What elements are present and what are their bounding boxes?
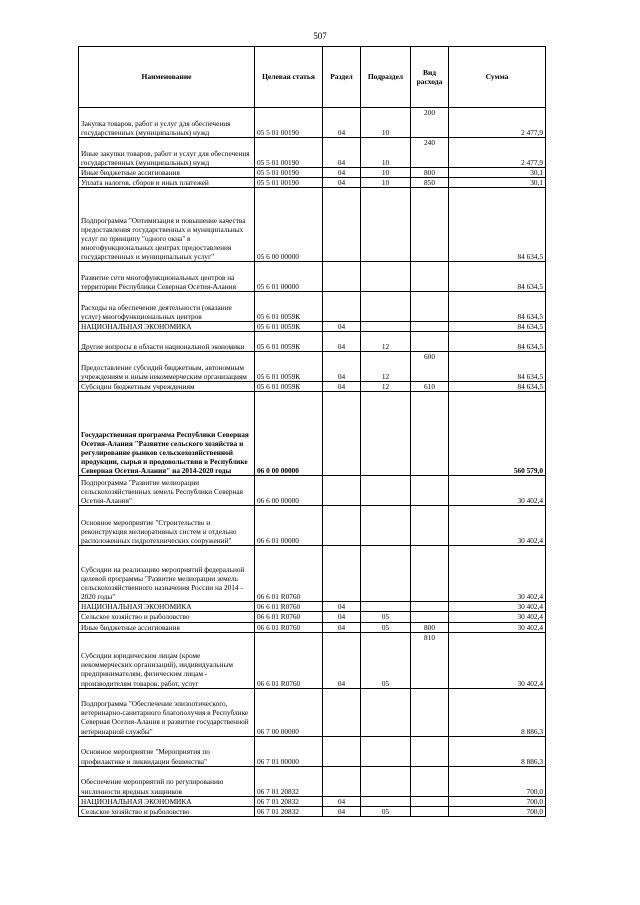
row-sum: 84 634,5 — [449, 352, 546, 382]
row-name: Сельское хозяйство и рыболовство — [79, 612, 255, 622]
row-section — [323, 688, 361, 736]
header-subsection: Подраздел — [361, 47, 411, 108]
row-type: 800 — [411, 168, 449, 178]
table-header-row — [79, 47, 546, 108]
row-type — [411, 188, 449, 262]
row-article: 06 6 01 R0760 — [255, 602, 323, 612]
row-sum: 84 634,5 — [449, 382, 546, 392]
row-sum: 30 402,4 — [449, 546, 546, 602]
table-row — [79, 622, 546, 632]
row-subsection — [361, 392, 411, 476]
row-sum: 700,0 — [449, 796, 546, 806]
row-type — [411, 322, 449, 332]
row-article: 06 7 01 20832 — [255, 806, 323, 816]
row-type: 200 — [411, 108, 449, 138]
row-article: 06 7 01 00000 — [255, 736, 323, 766]
row-sum: 700,0 — [449, 766, 546, 796]
row-type — [411, 506, 449, 546]
row-subsection — [361, 546, 411, 602]
row-article: 06 6 01 R0760 — [255, 612, 323, 622]
row-subsection: 10 — [361, 168, 411, 178]
row-name: Развитие сети многофункциональных центров на территории Республики Северная Осетия-Алания — [79, 262, 255, 292]
table-row — [79, 806, 546, 816]
row-sum: 30,1 — [449, 168, 546, 178]
row-article: 05 6 01 0059К — [255, 382, 323, 392]
row-article: 06 7 01 20832 — [255, 796, 323, 806]
row-article: 05 5 01 00190 — [255, 178, 323, 188]
row-section: 04 — [323, 622, 361, 632]
row-name: Основное мероприятие "Мероприятия по профилактике и ликвидации бешенства" — [79, 736, 255, 766]
table-row — [79, 322, 546, 332]
row-section: 04 — [323, 796, 361, 806]
row-type — [411, 392, 449, 476]
row-subsection: 12 — [361, 352, 411, 382]
row-name: Подпрограмма "Обеспечение эпизоотического, ветеринарно-санитарного благополучия в Республике Северная Осетия-Алания и развитие государственной ветеринарной службы" — [79, 688, 255, 736]
row-subsection — [361, 262, 411, 292]
row-sum: 84 634,5 — [449, 262, 546, 292]
row-section — [323, 392, 361, 476]
row-type: 600 — [411, 352, 449, 382]
row-name: Иные закупки товаров, работ и услуг для обеспечения государственных (муниципальных) нужд — [79, 138, 255, 168]
row-subsection: 12 — [361, 332, 411, 352]
row-section: 04 — [323, 602, 361, 612]
row-section — [323, 736, 361, 766]
row-sum: 560 579,0 — [449, 392, 546, 476]
row-name: Сельское хозяйство и рыболовство — [79, 806, 255, 816]
row-name: Уплата налогов, сборов и иных платежей — [79, 178, 255, 188]
row-article: 06 0 00 00000 — [255, 392, 323, 476]
row-article: 05 6 01 00000 — [255, 262, 323, 292]
row-name: Другие вопросы в области национальной экономики — [79, 332, 255, 352]
table-row — [79, 796, 546, 806]
table-row — [79, 736, 546, 766]
row-subsection: 05 — [361, 612, 411, 622]
row-name: Подпрограмма "Развитие мелиорации сельскохозяйственных земель Республики Северная Осетия-Алания" — [79, 476, 255, 506]
row-article: 05 5 01 00190 — [255, 108, 323, 138]
row-section: 04 — [323, 632, 361, 688]
row-article: 05 6 01 0059К — [255, 322, 323, 332]
row-subsection: 10 — [361, 108, 411, 138]
table-row — [79, 292, 546, 322]
row-article: 06 6 00 00000 — [255, 476, 323, 506]
row-subsection — [361, 736, 411, 766]
row-section: 04 — [323, 352, 361, 382]
row-subsection: 05 — [361, 632, 411, 688]
row-section: 04 — [323, 612, 361, 622]
row-type: 240 — [411, 138, 449, 168]
row-article: 06 6 01 R0760 — [255, 622, 323, 632]
row-sum: 84 634,5 — [449, 292, 546, 322]
row-article: 06 6 01 R0760 — [255, 632, 323, 688]
row-section: 04 — [323, 806, 361, 816]
row-subsection — [361, 292, 411, 322]
header-name: Наименование — [79, 47, 255, 108]
table-row — [79, 352, 546, 382]
row-section: 04 — [323, 322, 361, 332]
table-row — [79, 138, 546, 168]
row-sum: 30 402,4 — [449, 632, 546, 688]
row-article: 06 6 01 R0760 — [255, 546, 323, 602]
table-row — [79, 546, 546, 602]
row-subsection — [361, 688, 411, 736]
table-row — [79, 506, 546, 546]
row-name: Государственная программа Республики Северная Осетия-Алания "Развитие сельского хозяйства и регулирование рынков сельскохозяйственной продукции, сырья и продовольствия в Республике Северная Осетия-Алания" на 2014-2020 годы — [79, 392, 255, 476]
row-name: Субсидии юридическим лицам (кроме некоммерческих организаций), индивидуальным предпринимателям, физическим лицам - производителям товаров, работ, услуг — [79, 632, 255, 688]
row-subsection — [361, 766, 411, 796]
row-section: 04 — [323, 382, 361, 392]
row-section — [323, 546, 361, 602]
row-sum: 30 402,4 — [449, 476, 546, 506]
table-row — [79, 766, 546, 796]
table-row — [79, 108, 546, 138]
table-row — [79, 688, 546, 736]
row-sum: 8 886,3 — [449, 736, 546, 766]
row-sum: 84 634,5 — [449, 188, 546, 262]
row-section — [323, 188, 361, 262]
row-section — [323, 262, 361, 292]
row-name: Подпрограмма "Оптимизация и повышение качества предоставления государственных и муниципальных услуг по принципу "одного окна" в многофункциональных центрах предоставления государственных и муниципальных услуг" — [79, 188, 255, 262]
row-subsection — [361, 796, 411, 806]
row-section: 04 — [323, 168, 361, 178]
row-section — [323, 506, 361, 546]
row-article: 06 7 00 00000 — [255, 688, 323, 736]
table-row — [79, 632, 546, 688]
header-section: Раздел — [323, 47, 361, 108]
row-name: НАЦИОНАЛЬНАЯ ЭКОНОМИКА — [79, 602, 255, 612]
row-subsection — [361, 188, 411, 262]
header-article: Целевая статья — [255, 47, 323, 108]
row-sum: 84 634,5 — [449, 322, 546, 332]
row-name: НАЦИОНАЛЬНАЯ ЭКОНОМИКА — [79, 796, 255, 806]
row-name: НАЦИОНАЛЬНАЯ ЭКОНОМИКА — [79, 322, 255, 332]
row-sum: 30 402,4 — [449, 622, 546, 632]
row-type — [411, 602, 449, 612]
table-row — [79, 612, 546, 622]
row-section — [323, 292, 361, 322]
row-sum: 30 402,4 — [449, 612, 546, 622]
table-row — [79, 332, 546, 352]
row-sum: 2 477,9 — [449, 138, 546, 168]
row-sum: 700,0 — [449, 806, 546, 816]
header-type: Вид расхода — [411, 47, 449, 108]
row-subsection — [361, 602, 411, 612]
row-section: 04 — [323, 332, 361, 352]
row-sum: 30,1 — [449, 178, 546, 188]
table-row — [79, 392, 546, 476]
row-article: 05 5 01 00190 — [255, 138, 323, 168]
row-name: Иные бюджетные ассигнования — [79, 168, 255, 178]
row-section — [323, 476, 361, 506]
row-type: 800 — [411, 622, 449, 632]
table-row — [79, 382, 546, 392]
row-type — [411, 292, 449, 322]
row-name: Предоставление субсидий бюджетным, автономным учреждениям и иным некоммерческим организациям — [79, 352, 255, 382]
row-name: Основное мероприятие "Строительство и реконструкция мелиоративных систем и отдельно расположенных гидротехнических сооружений" — [79, 506, 255, 546]
row-type — [411, 476, 449, 506]
row-type — [411, 332, 449, 352]
row-section: 04 — [323, 108, 361, 138]
row-name: Субсидии на реализацию мероприятий федеральной целевой программы "Развитие мелиорации земель сельскохозяйственного назначения России на 2014 - 2020 годы" — [79, 546, 255, 602]
row-article: 06 6 01 00000 — [255, 506, 323, 546]
row-article: 06 7 01 20832 — [255, 766, 323, 796]
table-row — [79, 262, 546, 292]
row-subsection: 05 — [361, 806, 411, 816]
table-row — [79, 476, 546, 506]
row-subsection — [361, 322, 411, 332]
row-article: 05 6 01 0059К — [255, 292, 323, 322]
row-article: 05 6 00 00000 — [255, 188, 323, 262]
row-type — [411, 546, 449, 602]
table-row — [79, 602, 546, 612]
row-section — [323, 766, 361, 796]
row-section: 04 — [323, 138, 361, 168]
row-subsection: 10 — [361, 178, 411, 188]
row-type — [411, 688, 449, 736]
row-subsection — [361, 506, 411, 546]
page-number: 507 — [313, 31, 327, 41]
row-type — [411, 262, 449, 292]
row-sum: 84 634,5 — [449, 332, 546, 352]
row-article: 05 6 01 0059К — [255, 332, 323, 352]
row-sum: 30 402,4 — [449, 602, 546, 612]
header-sum: Сумма — [449, 47, 546, 108]
row-type: 810 — [411, 632, 449, 688]
row-name: Субсидии бюджетным учреждениям — [79, 382, 255, 392]
row-subsection: 05 — [361, 622, 411, 632]
row-type — [411, 796, 449, 806]
row-subsection — [361, 476, 411, 506]
row-subsection: 12 — [361, 382, 411, 392]
row-type — [411, 612, 449, 622]
row-section: 04 — [323, 178, 361, 188]
row-type: 850 — [411, 178, 449, 188]
row-name: Обеспечение мероприятий по регулированию численности вредных хищников — [79, 766, 255, 796]
table-row — [79, 188, 546, 262]
row-name: Иные бюджетные ассигнования — [79, 622, 255, 632]
row-type: 610 — [411, 382, 449, 392]
row-sum: 2 477,9 — [449, 108, 546, 138]
row-subsection: 10 — [361, 138, 411, 168]
row-type — [411, 806, 449, 816]
row-article: 05 6 01 0059К — [255, 352, 323, 382]
table-row — [79, 168, 546, 178]
table-row — [79, 178, 546, 188]
row-sum: 8 886,3 — [449, 688, 546, 736]
row-name: Закупка товаров, работ и услуг для обеспечения государственных (муниципальных) нужд — [79, 108, 255, 138]
row-sum: 30 402,4 — [449, 506, 546, 546]
row-type — [411, 766, 449, 796]
row-article: 05 5 01 00190 — [255, 168, 323, 178]
budget-table — [78, 46, 546, 817]
row-name: Расходы на обеспечение деятельности (оказание услуг) многофункциональных центров — [79, 292, 255, 322]
row-type — [411, 736, 449, 766]
